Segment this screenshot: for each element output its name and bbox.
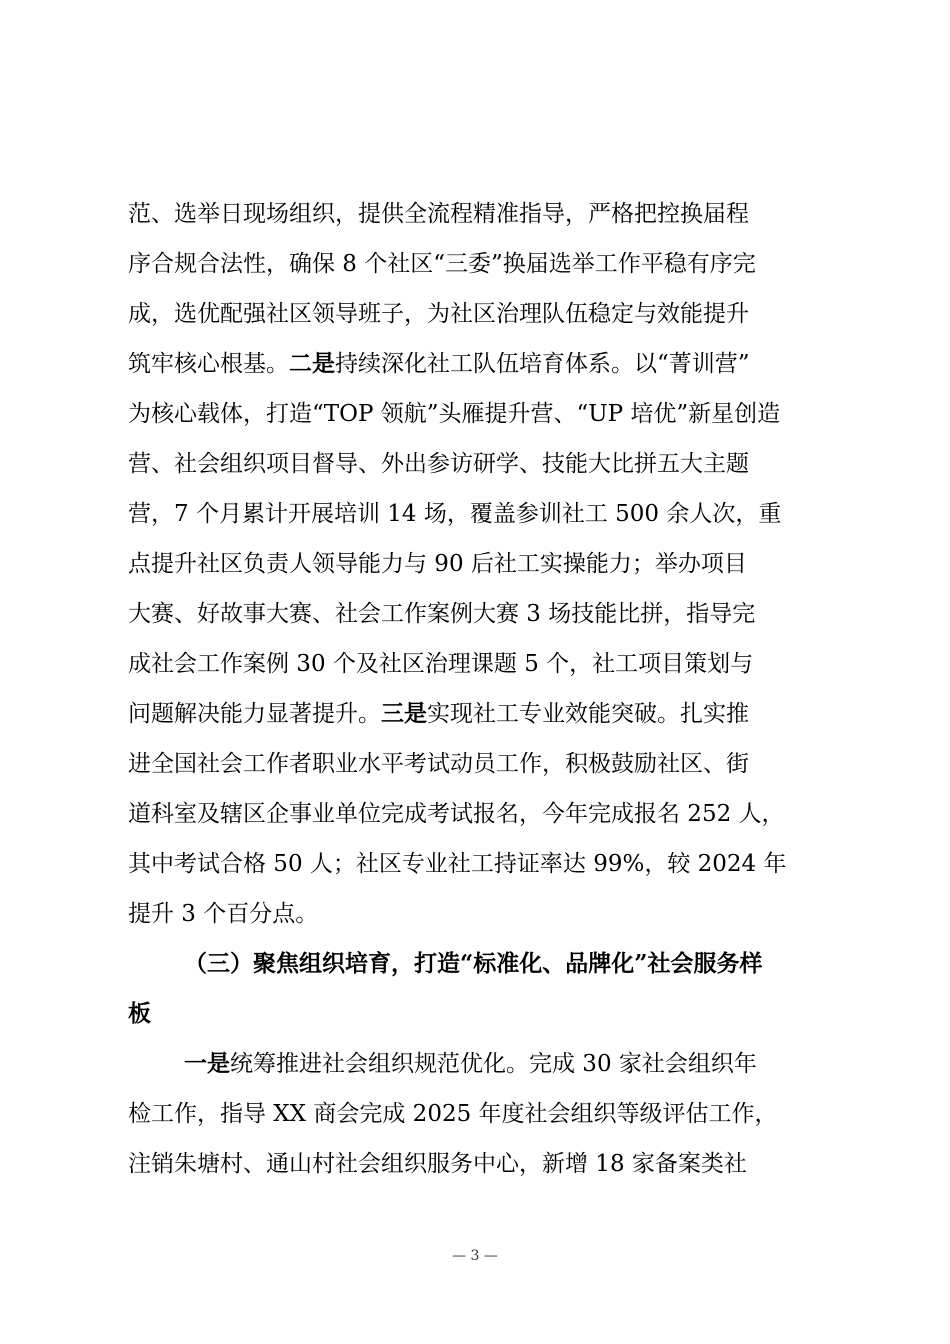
text-line: [128, 339, 848, 389]
text-line: [128, 889, 848, 939]
section-heading-continued: [128, 989, 848, 1039]
bold-marker: 三是: [381, 700, 427, 727]
text-line: [128, 789, 848, 839]
text-line: [128, 289, 848, 339]
text-span: 问题解决能力显著提升。: [128, 701, 381, 727]
text-span: 持续深化社工队伍培育体系。以“菁训营”: [335, 351, 750, 377]
text-span: 其中考试合格 50 人；社区专业社工持证率达 99%，较 2024 年: [128, 851, 787, 877]
text-line: [128, 239, 848, 289]
text-line: [128, 1139, 848, 1189]
page-number: — 3 —: [452, 1248, 498, 1264]
text-line: [128, 189, 848, 239]
text-line: [128, 489, 848, 539]
text-line: [128, 439, 848, 489]
text-span: 筑牢核心根基。: [128, 351, 289, 377]
text-span: 为核心载体，打造“TOP 领航”头雁提升营、“UP 培优”新星创造: [128, 401, 781, 427]
section-heading: [184, 939, 904, 989]
text-line: [128, 1089, 848, 1139]
text-span: 营，7 个月累计开展培训 14 场，覆盖参训社工 500 余人次，重: [128, 501, 782, 527]
text-line: [184, 1039, 904, 1089]
text-span: 营、社会组织项目督导、外出参访研学、技能大比拼五大主题: [128, 451, 749, 477]
heading-text: 板: [128, 1000, 151, 1027]
text-span: 统筹推进社会组织规范优化。完成 30 家社会组织年: [230, 1051, 757, 1077]
text-line: [128, 589, 848, 639]
text-span: 进全国社会工作者职业水平考试动员工作，积极鼓励社区、街: [128, 751, 749, 777]
text-span: 提升 3 个百分点。: [128, 901, 319, 927]
text-span: 点提升社区负责人领导能力与 90 后社工实操能力；举办项目: [128, 551, 747, 577]
heading-text: （三）聚焦组织培育，打造“标准化、品牌化”社会服务样: [184, 950, 763, 977]
bold-marker: 二是: [289, 350, 335, 377]
bold-marker: 一是: [184, 1050, 230, 1077]
text-span: 成，选优配强社区领导班子，为社区治理队伍稳定与效能提升: [128, 301, 749, 327]
text-line: [128, 539, 848, 589]
text-span: 道科室及辖区企事业单位完成考试报名，今年完成报名 252 人，: [128, 801, 785, 827]
text-line: [128, 689, 848, 739]
text-line: [128, 739, 848, 789]
text-span: 注销朱塘村、通山村社会组织服务中心，新增 18 家备案类社: [128, 1151, 747, 1177]
text-line: [128, 389, 848, 439]
text-span: 实现社工专业效能突破。扎实推: [427, 701, 749, 727]
text-span: 序合规合法性，确保 8 个社区“三委”换届选举工作平稳有序完: [128, 251, 756, 277]
text-span: 范、选举日现场组织，提供全流程精准指导，严格把控换届程: [128, 201, 749, 227]
text-span: 检工作，指导 XX 商会完成 2025 年度社会组织等级评估工作，: [128, 1101, 778, 1127]
text-span: 成社会工作案例 30 个及社区治理课题 5 个，社工项目策划与: [128, 651, 754, 677]
text-line: [128, 639, 848, 689]
text-span: 大赛、好故事大赛、社会工作案例大赛 3 场技能比拼，指导完: [128, 601, 756, 627]
text-line: [128, 839, 848, 889]
